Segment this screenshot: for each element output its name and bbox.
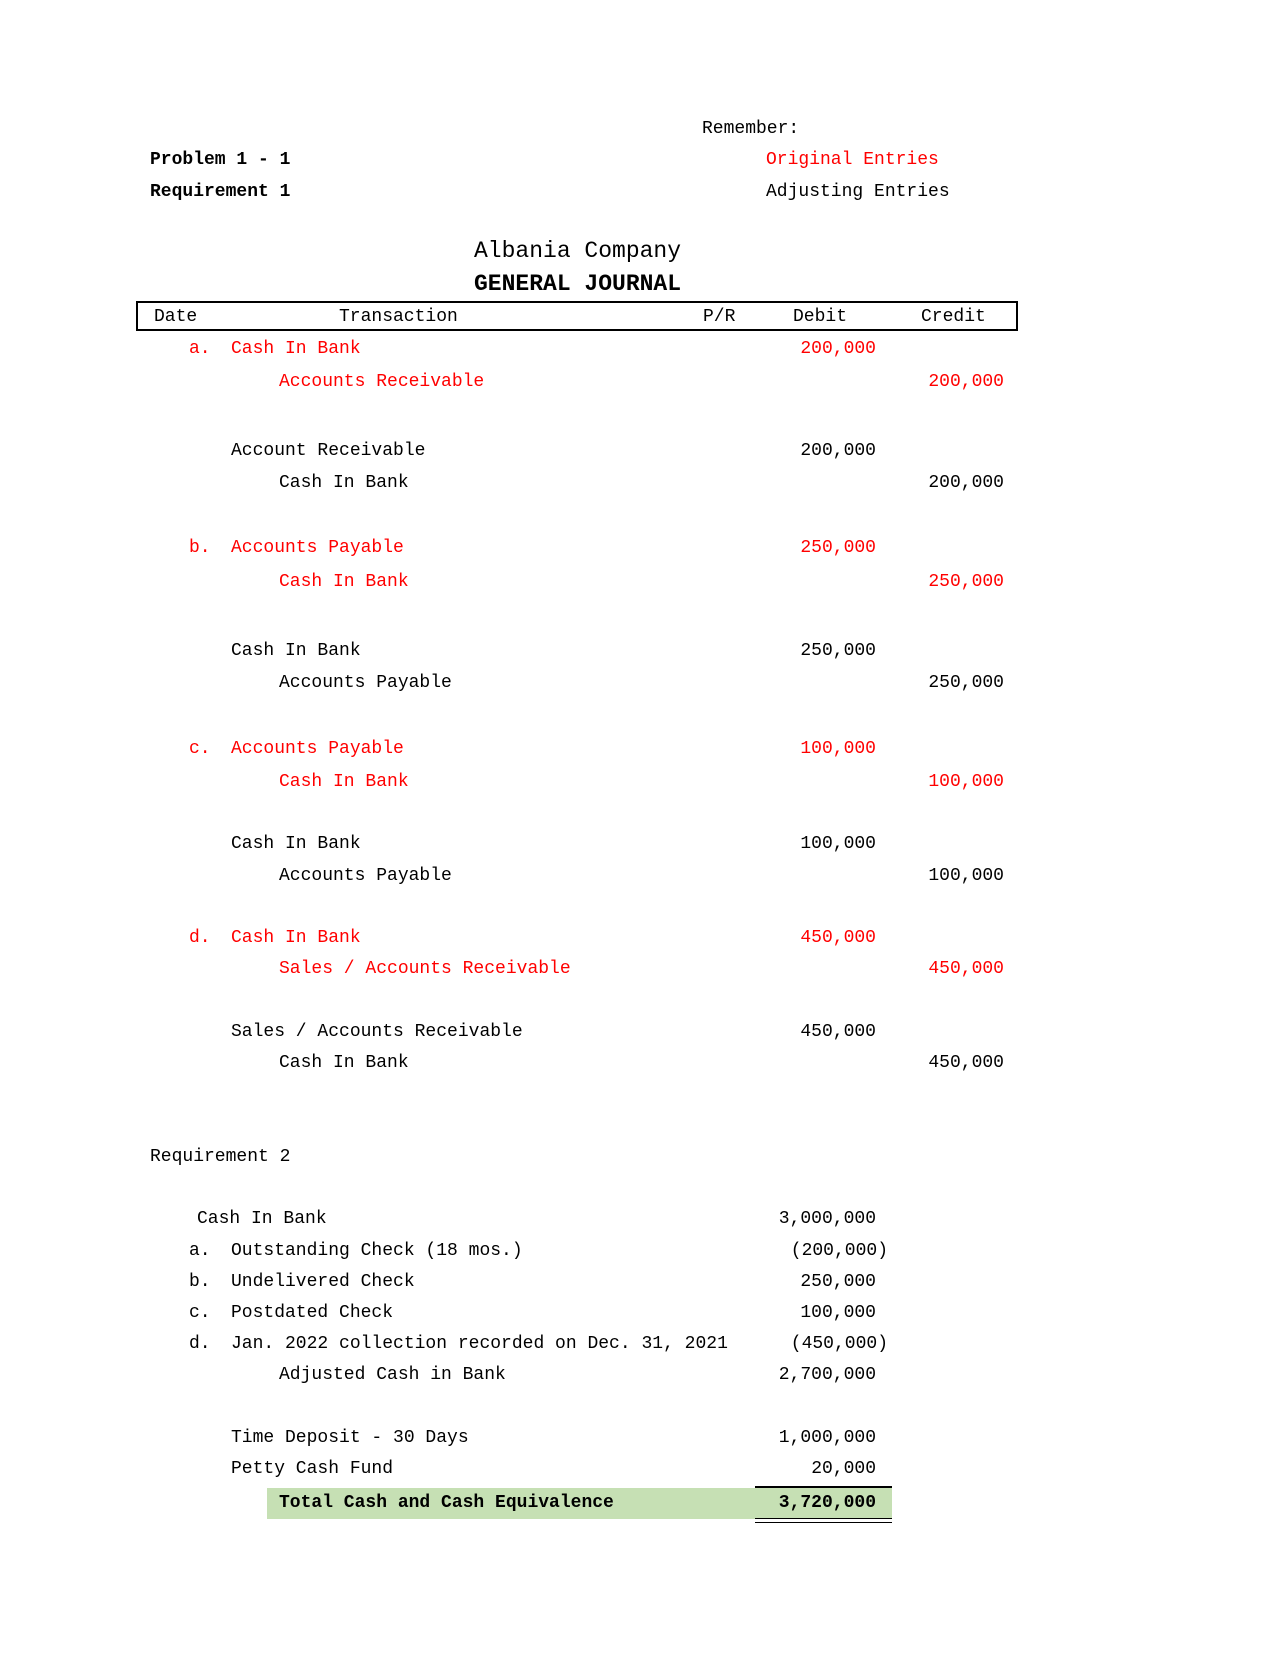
debit-account: Accounts Payable (231, 538, 404, 558)
credit-amount: 200,000 (928, 473, 1004, 493)
item-letter: a. (189, 1241, 211, 1261)
petty-cash-value: 20,000 (811, 1459, 876, 1479)
total-label: Total Cash and Cash Equivalence (279, 1493, 614, 1513)
credit-account: Cash In Bank (279, 473, 409, 493)
col-transaction: Transaction (339, 307, 458, 327)
cash-in-bank-value: 3,000,000 (778, 1209, 876, 1229)
credit-amount: 250,000 (928, 673, 1004, 693)
credit-account: Cash In Bank (279, 772, 409, 792)
credit-amount: 250,000 (928, 572, 1004, 592)
col-date: Date (154, 307, 198, 327)
debit-amount: 450,000 (800, 928, 876, 948)
journal-title: GENERAL JOURNAL (474, 271, 682, 297)
item-letter: c. (189, 1303, 211, 1323)
total-single-underline (755, 1486, 892, 1488)
adjusted-cash-value: 2,700,000 (778, 1365, 876, 1385)
credit-amount: 450,000 (928, 959, 1004, 979)
entry-letter: a. (189, 339, 211, 359)
time-deposit-label: Time Deposit - 30 Days (231, 1428, 469, 1448)
item-letter: b. (189, 1272, 211, 1292)
company-name: Albania Company (474, 238, 682, 264)
item-label: Jan. 2022 collection recorded on Dec. 31, 2021 (231, 1334, 728, 1354)
debit-account: Account Receivable (231, 441, 426, 461)
legend-adjusting-entries: Adjusting Entries (766, 182, 950, 202)
credit-account: Accounts Receivable (279, 372, 485, 392)
credit-amount: 200,000 (928, 372, 1004, 392)
total-value: 3,720,000 (778, 1493, 876, 1513)
debit-account: Cash In Bank (231, 928, 361, 948)
problem-title: Problem 1 - 1 (150, 150, 291, 170)
credit-account: Cash In Bank (279, 1053, 409, 1073)
debit-amount: 250,000 (800, 538, 876, 558)
item-label: Undelivered Check (231, 1272, 415, 1292)
item-value: 100,000 (800, 1303, 876, 1323)
debit-account: Cash In Bank (231, 339, 361, 359)
debit-amount: 200,000 (800, 441, 876, 461)
legend-heading: Remember: (702, 119, 800, 139)
debit-account: Cash In Bank (231, 641, 361, 661)
credit-amount: 450,000 (928, 1053, 1004, 1073)
col-credit: Credit (921, 307, 986, 327)
item-letter: d. (189, 1334, 211, 1354)
col-debit: Debit (793, 307, 848, 327)
debit-amount: 100,000 (800, 739, 876, 759)
debit-amount: 100,000 (800, 834, 876, 854)
credit-account: Accounts Payable (279, 673, 452, 693)
requirement-1-title: Requirement 1 (150, 182, 291, 202)
debit-amount: 250,000 (800, 641, 876, 661)
credit-account: Cash In Bank (279, 572, 409, 592)
debit-amount: 200,000 (800, 339, 876, 359)
credit-account: Sales / Accounts Receivable (279, 959, 571, 979)
credit-amount: 100,000 (928, 866, 1004, 886)
adjusted-cash-label: Adjusted Cash in Bank (279, 1365, 506, 1385)
requirement-2-title: Requirement 2 (150, 1147, 291, 1167)
entry-letter: c. (189, 739, 211, 759)
item-value: 250,000 (800, 1272, 876, 1292)
journal-header-box (136, 301, 1018, 331)
item-value: (450,000) (790, 1334, 888, 1354)
debit-account: Accounts Payable (231, 739, 404, 759)
debit-account: Cash In Bank (231, 834, 361, 854)
credit-account: Accounts Payable (279, 866, 452, 886)
entry-letter: d. (189, 928, 211, 948)
time-deposit-value: 1,000,000 (778, 1428, 876, 1448)
item-label: Postdated Check (231, 1303, 394, 1323)
debit-amount: 450,000 (800, 1022, 876, 1042)
item-label: Outstanding Check (18 mos.) (231, 1241, 523, 1261)
cash-in-bank-label: Cash In Bank (197, 1209, 327, 1229)
entry-letter: b. (189, 538, 211, 558)
col-pr: P/R (703, 307, 736, 327)
total-double-underline (755, 1518, 892, 1523)
legend-original-entries: Original Entries (766, 150, 939, 170)
credit-amount: 100,000 (928, 772, 1004, 792)
item-value: (200,000) (790, 1241, 888, 1261)
petty-cash-label: Petty Cash Fund (231, 1459, 394, 1479)
debit-account: Sales / Accounts Receivable (231, 1022, 523, 1042)
